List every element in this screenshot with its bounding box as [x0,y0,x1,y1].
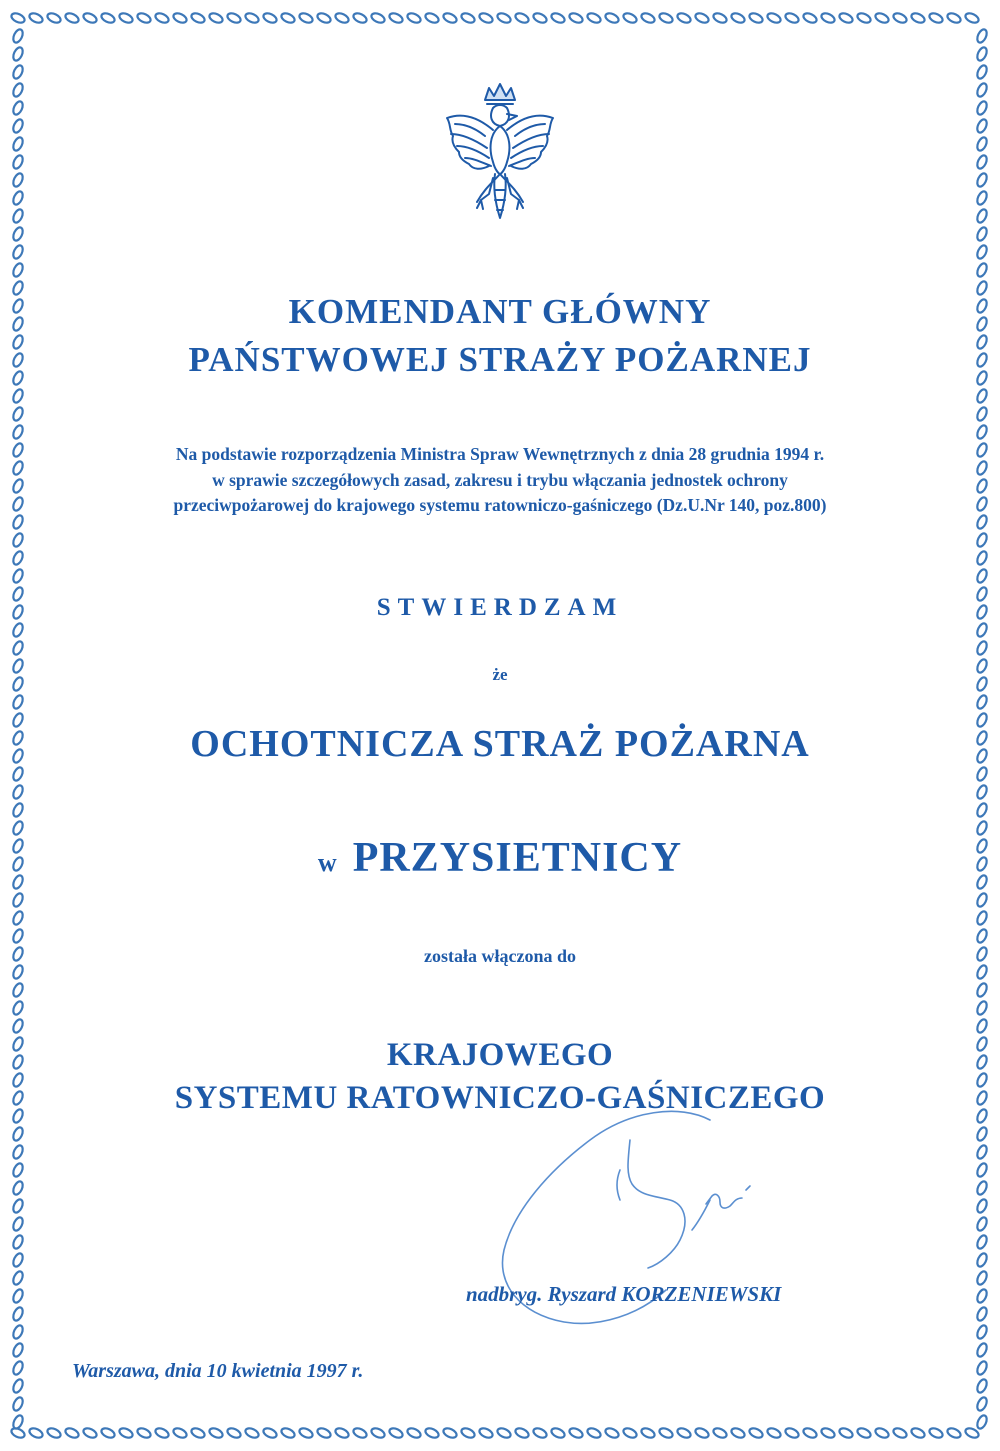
system-name-line-1: KRAJOWEGO [386,1037,614,1073]
issuer-title-line-1: KOMENDANT GŁÓWNY [288,292,712,331]
declaration-conjunction: że [492,665,508,684]
polish-eagle-emblem-icon [437,78,563,228]
legal-basis-line-1: Na podstawie rozporządzenia Ministra Spraw Wewnętrznych z dnia 28 grudnia 1994 r. [175,444,825,464]
system-name-line-2: SYSTEMU RATOWNICZO-GAŚNICZEGO [174,1080,826,1116]
locality-name: PRZYSIETNICY [352,835,683,881]
locality-preposition: w [317,848,337,877]
issuer-title-line-2: PAŃSTWOWEJ STRAŻY POŻARNEJ [188,340,812,379]
legal-basis-line-2: w sprawie szczegółowych zasad, zakresu i trybu włączania jednostek ochrony [212,470,788,490]
unit-name: OCHOTNICZA STRAŻ POŻARNA [190,723,810,765]
inclusion-phrase: została włączona do [424,946,576,966]
declaration-verb: STWIERDZAM [376,594,624,621]
legal-basis-line-3: przeciwpożarowej do krajowego systemu ratowniczo-gaśniczego (Dz.U.Nr 140, poz.800) [173,495,827,515]
place-and-date: Warszawa, dnia 10 kwietnia 1997 r. [72,1360,364,1382]
signatory-name: nadbryg. Ryszard KORZENIEWSKI [466,1282,782,1306]
locality-line [0,834,1000,882]
